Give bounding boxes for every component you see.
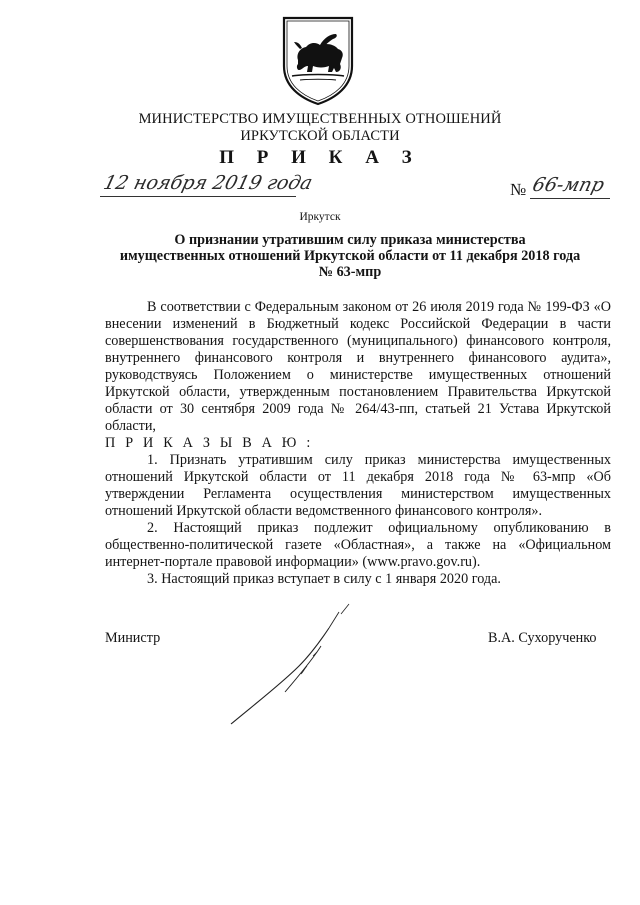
decree-heading: П Р И К А З Ы В А Ю : (105, 435, 314, 451)
order-item-2: 2. Настоящий приказ подлежит официальному опубликованию в общественно-политической газете «Областная», а также на «Официальном интернет-портале правовой информации» (www.pravo.gov.ru). (105, 520, 611, 570)
coat-of-arms-icon (280, 14, 356, 106)
subject-line3: № 63-мпр (318, 264, 382, 280)
order-body (105, 299, 611, 588)
number-sign: № (510, 180, 527, 199)
handwritten-order-number: 66-мпр (530, 174, 607, 196)
subject-line2: имущественных отношений Иркутской области от 11 декабря 2018 года (119, 248, 581, 264)
handwritten-date: 12 ноября 2019 года (101, 172, 315, 194)
signer-name: В.А. Сухорученко (488, 630, 597, 646)
ministry-name-line2: ИРКУТСКОЙ ОБЛАСТИ (240, 128, 400, 144)
document-title: П Р И К А З (219, 147, 421, 168)
date-underline (100, 196, 296, 197)
city-label: Иркутск (299, 211, 341, 223)
ministry-name-line1: МИНИСТЕРСТВО ИМУЩЕСТВЕННЫХ ОТНОШЕНИЙ (138, 111, 502, 127)
preamble-paragraph: В соответствии с Федеральным законом от 26 июля 2019 года № 199-ФЗ «О внесении изменений в Бюджетный кодекс Российской Федерации в части совершенствования государственного (муниципального) финансового контроля, внутреннего финансового контроля и внутреннего финансового аудита», руководствуясь Положением о министерстве имущественных отношений Иркутской области, утвержденным постановлением Правительства Иркутской области от 30 сентября 2009 года № 264/43-пп, статьей 21 Устава Иркутской области, (105, 299, 611, 434)
order-item-3: 3. Настоящий приказ вступает в силу с 1 января 2020 года. (147, 571, 501, 587)
order-item-1: 1. Признать утратившим силу приказ министерства имущественных отношений Иркутской области от 11 декабря 2018 года № 63-мпр «Об утверждении Регламента осуществления министерством имущественных отношений Иркутской области ведомственного финансового контроля». (105, 452, 611, 519)
signer-position: Министр (105, 630, 161, 646)
order-subject (100, 232, 600, 280)
subject-line1: О признании утратившим силу приказа министерства (174, 232, 526, 248)
handwritten-signature-icon (225, 600, 365, 730)
number-underline (530, 198, 610, 199)
